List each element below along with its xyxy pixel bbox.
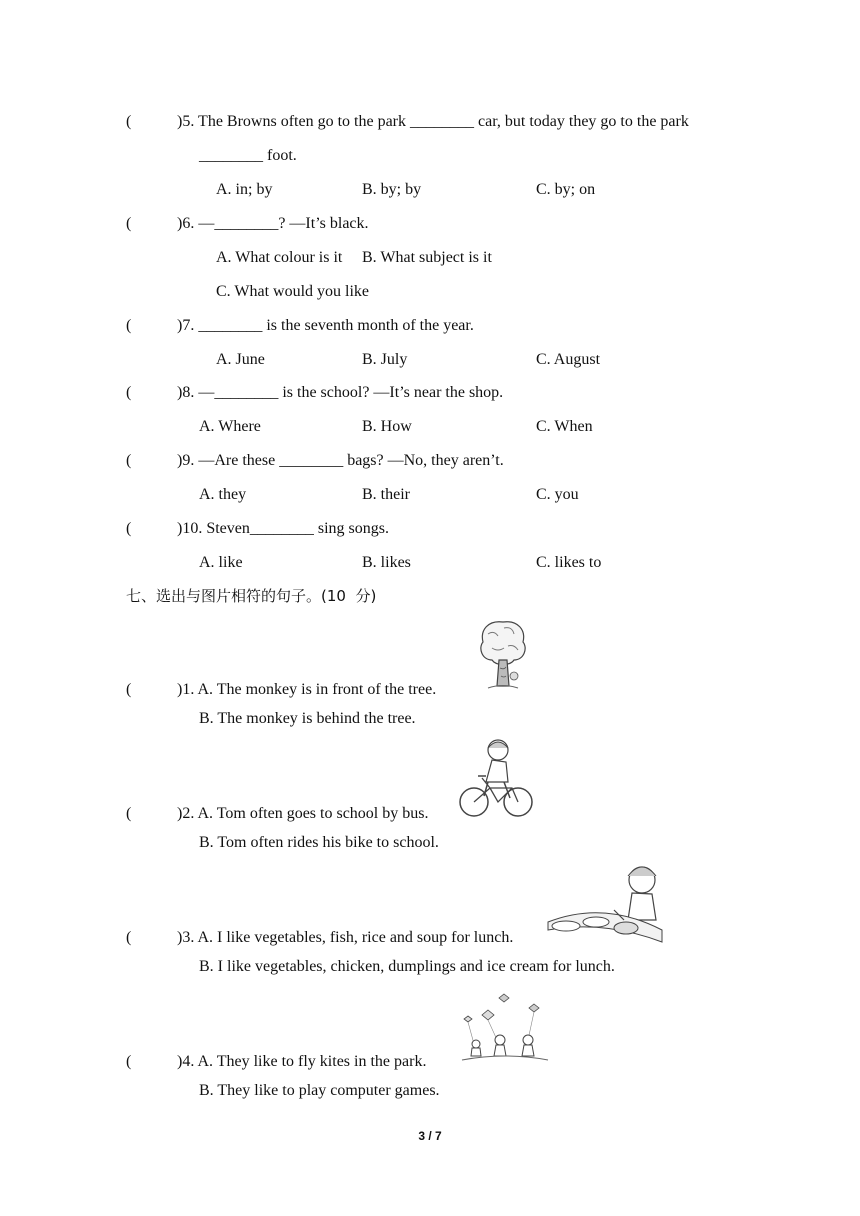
question-6-stem: )6. —________? —It’s black.	[177, 215, 369, 232]
picture-question-3-option-a: )3. A. I like vegetables, fish, rice and soup for lunch.	[177, 929, 514, 946]
question-9-option-b: B. their	[362, 486, 410, 503]
picture-question-2-option-a: )2. A. Tom often goes to school by bus.	[177, 805, 429, 822]
question-10-option-c: C. likes to	[536, 554, 602, 571]
question-8-option-c: C. When	[536, 418, 593, 435]
question-8-stem: )8. —________ is the school? —It’s near the shop.	[177, 384, 504, 401]
question-7-option-a: A. June	[216, 351, 265, 368]
question-10-option-a: A. like	[199, 554, 243, 571]
question-8-option-a: A. Where	[199, 418, 261, 435]
question-5-option-b: B. by; by	[362, 181, 422, 198]
answer-paren: (	[126, 215, 132, 232]
question-5-option-c: C. by; on	[536, 181, 596, 198]
boy-eating-lunch-icon	[544, 860, 666, 946]
question-7-option-b: B. July	[362, 351, 408, 368]
question-5-option-a: A. in; by	[216, 181, 273, 198]
question-6-option-c: C. What would you like	[216, 283, 370, 300]
tree-icon	[474, 616, 532, 694]
answer-paren: (	[126, 317, 132, 334]
question-8-option-b: B. How	[362, 418, 412, 435]
children-flying-kites-icon	[458, 990, 552, 1064]
question-9-stem: )9. —Are these ________ bags? —No, they aren’t.	[177, 452, 504, 469]
question-7-option-c: C. August	[536, 351, 601, 368]
answer-paren: (	[126, 384, 132, 401]
section-7-heading: 七、选出与图片相符的句子。(10 分)	[126, 587, 377, 605]
picture-question-4-option-a: )4. A. They like to fly kites in the park.	[177, 1053, 427, 1070]
answer-paren: (	[126, 805, 132, 822]
answer-paren: (	[126, 1053, 132, 1070]
picture-question-3-option-b: B. I like vegetables, chicken, dumplings and ice cream for lunch.	[199, 958, 615, 975]
question-6-option-a: A. What colour is it	[216, 249, 343, 266]
question-9-option-a: A. they	[199, 486, 247, 503]
question-5-stem: )5. The Browns often go to the park ________ car, but today they go to the park	[177, 113, 689, 130]
question-10-stem: )10. Steven________ sing songs.	[177, 520, 389, 537]
question-5-stem-continued: ________ foot.	[199, 147, 297, 164]
question-9-option-c: C. you	[536, 486, 579, 503]
question-10-option-b: B. likes	[362, 554, 411, 571]
picture-question-1-option-a: )1. A. The monkey is in front of the tree.	[177, 681, 437, 698]
picture-question-1-option-b: B. The monkey is behind the tree.	[199, 710, 416, 727]
picture-question-2-option-b: B. Tom often rides his bike to school.	[199, 834, 439, 851]
answer-paren: (	[126, 452, 132, 469]
page-number: 3 / 7	[418, 1129, 442, 1143]
question-7-stem: )7. ________ is the seventh month of the year.	[177, 317, 474, 334]
answer-paren: (	[126, 681, 132, 698]
question-6-option-b: B. What subject is it	[362, 249, 492, 266]
answer-paren: (	[126, 520, 132, 537]
boy-riding-bike-icon	[456, 736, 536, 822]
picture-question-4-option-b: B. They like to play computer games.	[199, 1082, 440, 1099]
answer-paren: (	[126, 113, 132, 130]
answer-paren: (	[126, 929, 132, 946]
